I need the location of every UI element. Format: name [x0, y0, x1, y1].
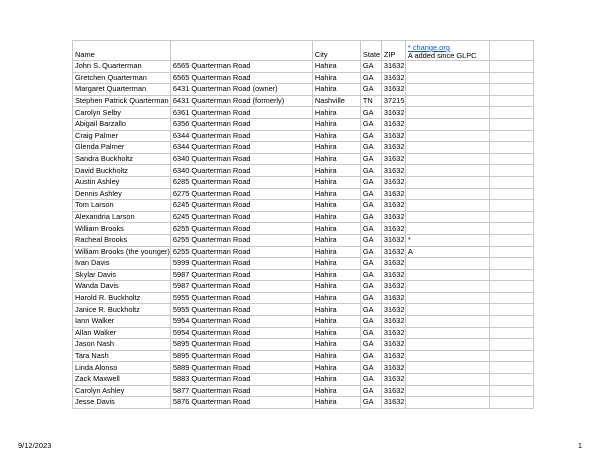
- cell-zip: 31632: [381, 258, 405, 270]
- cell-address: 5954 Quarterman Road: [170, 327, 312, 339]
- cell-name: Ivan Davis: [73, 258, 171, 270]
- cell-zip: 31632: [381, 211, 405, 223]
- cell-mark: [405, 200, 489, 212]
- cell-address: 5955 Quarterman Road: [170, 304, 312, 316]
- header-blank: [489, 41, 533, 61]
- cell-address: 6340 Quarterman Road: [170, 153, 312, 165]
- cell-city: Hahira: [312, 269, 360, 281]
- cell-city: Hahira: [312, 397, 360, 409]
- header-address: [170, 41, 312, 61]
- cell-mark: [405, 188, 489, 200]
- cell-city: Nashville: [312, 95, 360, 107]
- cell-state: GA: [360, 200, 381, 212]
- cell-address: 6275 Quarterman Road: [170, 188, 312, 200]
- cell-name: Jesse Davis: [73, 397, 171, 409]
- table-row: [73, 118, 534, 130]
- cell-zip: 31632: [381, 246, 405, 258]
- signature-table: [72, 40, 534, 409]
- cell-address: 6361 Quarterman Road: [170, 107, 312, 119]
- cell-blank: [489, 258, 533, 270]
- cell-blank: [489, 374, 533, 386]
- cell-blank: [489, 304, 533, 316]
- cell-name: Abigail Barzallo: [73, 118, 171, 130]
- table-row: [73, 142, 534, 154]
- table-row: [73, 72, 534, 84]
- cell-state: TN: [360, 95, 381, 107]
- cell-zip: 31632: [381, 362, 405, 374]
- cell-zip: 31632: [381, 327, 405, 339]
- cell-state: GA: [360, 374, 381, 386]
- cell-address: 5889 Quarterman Road: [170, 362, 312, 374]
- cell-blank: [489, 339, 533, 351]
- cell-mark: [405, 223, 489, 235]
- cell-name: Harold R. Buckholtz: [73, 292, 171, 304]
- cell-city: Hahira: [312, 61, 360, 73]
- cell-zip: 31632: [381, 269, 405, 281]
- cell-city: Hahira: [312, 200, 360, 212]
- cell-city: Hahira: [312, 165, 360, 177]
- cell-address: 5877 Quarterman Road: [170, 385, 312, 397]
- cell-city: Hahira: [312, 176, 360, 188]
- cell-zip: 31632: [381, 304, 405, 316]
- cell-blank: [489, 281, 533, 293]
- cell-mark: [405, 292, 489, 304]
- cell-mark: [405, 281, 489, 293]
- header-note: [405, 41, 489, 61]
- cell-name: William Brooks (the younger): [73, 246, 171, 258]
- header-row: [73, 41, 534, 61]
- cell-address: 5954 Quarterman Road: [170, 316, 312, 328]
- cell-address: 5999 Quarterman Road: [170, 258, 312, 270]
- cell-address: 6344 Quarterman Road: [170, 130, 312, 142]
- cell-blank: [489, 316, 533, 328]
- cell-name: Gretchen Quarterman: [73, 72, 171, 84]
- cell-name: Austin Ashley: [73, 176, 171, 188]
- cell-address: 5895 Quarterman Road: [170, 339, 312, 351]
- table-row: [73, 292, 534, 304]
- cell-city: Hahira: [312, 211, 360, 223]
- cell-name: Carolyn Ashley: [73, 385, 171, 397]
- cell-mark: [405, 339, 489, 351]
- cell-mark: [405, 130, 489, 142]
- print-date: 9/12/2023: [18, 441, 52, 450]
- cell-state: GA: [360, 304, 381, 316]
- cell-zip: 31632: [381, 200, 405, 212]
- table-row: [73, 281, 534, 293]
- cell-state: GA: [360, 107, 381, 119]
- cell-zip: 31632: [381, 130, 405, 142]
- cell-zip: 31632: [381, 165, 405, 177]
- cell-city: Hahira: [312, 84, 360, 96]
- cell-mark: [405, 350, 489, 362]
- change-org-link[interactable]: * change.org: [407, 43, 450, 52]
- cell-state: GA: [360, 292, 381, 304]
- cell-name: Tom Larson: [73, 200, 171, 212]
- cell-blank: [489, 269, 533, 281]
- table-row: [73, 107, 534, 119]
- cell-state: GA: [360, 188, 381, 200]
- cell-zip: 31632: [381, 107, 405, 119]
- cell-name: Margaret Quarterman: [73, 84, 171, 96]
- cell-city: Hahira: [312, 327, 360, 339]
- cell-zip: 31632: [381, 223, 405, 235]
- cell-zip: 31632: [381, 153, 405, 165]
- cell-address: 6431 Quarterman Road (owner): [170, 84, 312, 96]
- cell-address: 6565 Quarterman Road: [170, 72, 312, 84]
- cell-blank: [489, 61, 533, 73]
- cell-name: Skylar Davis: [73, 269, 171, 281]
- cell-name: David Buckholtz: [73, 165, 171, 177]
- table-row: [73, 316, 534, 328]
- cell-state: GA: [360, 153, 381, 165]
- cell-state: GA: [360, 142, 381, 154]
- cell-city: Hahira: [312, 292, 360, 304]
- cell-zip: 31632: [381, 292, 405, 304]
- table-row: [73, 95, 534, 107]
- cell-mark: [405, 84, 489, 96]
- cell-zip: 31632: [381, 397, 405, 409]
- header-name: Name: [73, 41, 171, 61]
- cell-state: GA: [360, 165, 381, 177]
- cell-zip: 37215: [381, 95, 405, 107]
- cell-state: GA: [360, 362, 381, 374]
- header-zip: ZIP: [381, 41, 405, 61]
- cell-blank: [489, 84, 533, 96]
- cell-address: 6340 Quarterman Road: [170, 165, 312, 177]
- cell-address: 5987 Quarterman Road: [170, 281, 312, 293]
- cell-zip: 31632: [381, 339, 405, 351]
- cell-zip: 31632: [381, 142, 405, 154]
- cell-state: GA: [360, 327, 381, 339]
- cell-zip: 31632: [381, 316, 405, 328]
- cell-city: Hahira: [312, 304, 360, 316]
- legend-note: A added since GLPC: [407, 51, 477, 60]
- table-row: [73, 188, 534, 200]
- cell-blank: [489, 350, 533, 362]
- cell-name: Jason Nash: [73, 339, 171, 351]
- cell-address: 5876 Quarterman Road: [170, 397, 312, 409]
- cell-mark: [405, 107, 489, 119]
- table-row: [73, 246, 534, 258]
- cell-address: 5955 Quarterman Road: [170, 292, 312, 304]
- cell-name: Wanda Davis: [73, 281, 171, 293]
- cell-address: 6431 Quarterman Road (formerly): [170, 95, 312, 107]
- cell-state: GA: [360, 234, 381, 246]
- cell-address: 6255 Quarterman Road: [170, 234, 312, 246]
- cell-name: Iann Walker: [73, 316, 171, 328]
- cell-state: GA: [360, 211, 381, 223]
- cell-state: GA: [360, 350, 381, 362]
- cell-blank: [489, 72, 533, 84]
- table-row: [73, 153, 534, 165]
- page-number: 1: [577, 441, 582, 450]
- cell-blank: [489, 153, 533, 165]
- cell-address: 6285 Quarterman Road: [170, 176, 312, 188]
- table-row: [73, 211, 534, 223]
- cell-mark: [405, 269, 489, 281]
- cell-mark: [405, 211, 489, 223]
- cell-city: Hahira: [312, 107, 360, 119]
- table-row: [73, 269, 534, 281]
- cell-mark: [405, 304, 489, 316]
- cell-mark: [405, 397, 489, 409]
- cell-zip: 31632: [381, 374, 405, 386]
- cell-address: 6245 Quarterman Road: [170, 200, 312, 212]
- table-row: [73, 397, 534, 409]
- table-row: [73, 61, 534, 73]
- cell-address: 5895 Quarterman Road: [170, 350, 312, 362]
- cell-name: Carolyn Selby: [73, 107, 171, 119]
- table-row: [73, 84, 534, 96]
- cell-mark: [405, 95, 489, 107]
- cell-city: Hahira: [312, 281, 360, 293]
- cell-name: Alexandria Larson: [73, 211, 171, 223]
- cell-mark: [405, 61, 489, 73]
- table-row: [73, 350, 534, 362]
- cell-name: John S. Quarterman: [73, 61, 171, 73]
- cell-address: 6344 Quarterman Road: [170, 142, 312, 154]
- cell-city: Hahira: [312, 142, 360, 154]
- cell-city: Hahira: [312, 258, 360, 270]
- cell-name: William Brooks: [73, 223, 171, 235]
- cell-city: Hahira: [312, 362, 360, 374]
- cell-state: GA: [360, 339, 381, 351]
- cell-city: Hahira: [312, 316, 360, 328]
- table-row: [73, 234, 534, 246]
- cell-zip: 31632: [381, 84, 405, 96]
- cell-name: Linda Alonso: [73, 362, 171, 374]
- cell-blank: [489, 327, 533, 339]
- cell-city: Hahira: [312, 350, 360, 362]
- table-row: [73, 223, 534, 235]
- cell-blank: [489, 234, 533, 246]
- cell-name: Allan Walker: [73, 327, 171, 339]
- cell-name: Craig Palmer: [73, 130, 171, 142]
- cell-blank: [489, 292, 533, 304]
- table-row: [73, 327, 534, 339]
- header-state: State: [360, 41, 381, 61]
- cell-name: Janice R. Buckholtz: [73, 304, 171, 316]
- header-city: City: [312, 41, 360, 61]
- table-row: [73, 258, 534, 270]
- cell-zip: 31632: [381, 176, 405, 188]
- cell-zip: 31632: [381, 234, 405, 246]
- cell-blank: [489, 246, 533, 258]
- cell-blank: [489, 130, 533, 142]
- cell-mark: [405, 362, 489, 374]
- cell-city: Hahira: [312, 374, 360, 386]
- cell-zip: 31632: [381, 281, 405, 293]
- cell-mark: [405, 72, 489, 84]
- cell-state: GA: [360, 84, 381, 96]
- cell-mark: [405, 118, 489, 130]
- cell-zip: 31632: [381, 385, 405, 397]
- cell-state: GA: [360, 258, 381, 270]
- cell-name: Sandra Buckholtz: [73, 153, 171, 165]
- cell-zip: 31632: [381, 118, 405, 130]
- cell-address: 5883 Quarterman Road: [170, 374, 312, 386]
- cell-blank: [489, 223, 533, 235]
- cell-blank: [489, 107, 533, 119]
- cell-state: GA: [360, 316, 381, 328]
- cell-city: Hahira: [312, 339, 360, 351]
- table-row: [73, 385, 534, 397]
- cell-mark: [405, 165, 489, 177]
- cell-mark: A: [405, 246, 489, 258]
- cell-name: Glenda Palmer: [73, 142, 171, 154]
- cell-address: 6356 Quarterman Road: [170, 118, 312, 130]
- cell-state: GA: [360, 269, 381, 281]
- spreadsheet: [72, 40, 534, 409]
- cell-address: 5987 Quarterman Road: [170, 269, 312, 281]
- cell-name: Stephen Patrick Quarterman: [73, 95, 171, 107]
- cell-name: Dennis Ashley: [73, 188, 171, 200]
- cell-mark: *: [405, 234, 489, 246]
- cell-city: Hahira: [312, 223, 360, 235]
- cell-address: 6565 Quarterman Road: [170, 61, 312, 73]
- cell-state: GA: [360, 281, 381, 293]
- cell-zip: 31632: [381, 72, 405, 84]
- cell-city: Hahira: [312, 385, 360, 397]
- cell-state: GA: [360, 223, 381, 235]
- cell-city: Hahira: [312, 130, 360, 142]
- cell-address: 6255 Quarterman Road: [170, 223, 312, 235]
- cell-mark: [405, 153, 489, 165]
- table-row: [73, 339, 534, 351]
- cell-blank: [489, 118, 533, 130]
- cell-city: Hahira: [312, 153, 360, 165]
- cell-blank: [489, 397, 533, 409]
- table-row: [73, 130, 534, 142]
- cell-mark: [405, 327, 489, 339]
- table-row: [73, 200, 534, 212]
- cell-state: GA: [360, 176, 381, 188]
- cell-state: GA: [360, 397, 381, 409]
- cell-state: GA: [360, 246, 381, 258]
- cell-city: Hahira: [312, 246, 360, 258]
- cell-state: GA: [360, 72, 381, 84]
- cell-city: Hahira: [312, 72, 360, 84]
- table-row: [73, 165, 534, 177]
- cell-address: 6245 Quarterman Road: [170, 211, 312, 223]
- cell-state: GA: [360, 61, 381, 73]
- cell-blank: [489, 211, 533, 223]
- cell-city: Hahira: [312, 234, 360, 246]
- cell-state: GA: [360, 118, 381, 130]
- cell-blank: [489, 385, 533, 397]
- cell-mark: [405, 176, 489, 188]
- cell-blank: [489, 142, 533, 154]
- cell-mark: [405, 258, 489, 270]
- cell-zip: 31632: [381, 350, 405, 362]
- cell-mark: [405, 374, 489, 386]
- cell-state: GA: [360, 130, 381, 142]
- cell-name: Racheal Brooks: [73, 234, 171, 246]
- cell-state: GA: [360, 385, 381, 397]
- cell-blank: [489, 165, 533, 177]
- cell-name: Zack Maxwell: [73, 374, 171, 386]
- cell-mark: [405, 316, 489, 328]
- cell-blank: [489, 176, 533, 188]
- table-row: [73, 176, 534, 188]
- cell-mark: [405, 142, 489, 154]
- cell-zip: 31632: [381, 188, 405, 200]
- cell-blank: [489, 188, 533, 200]
- cell-city: Hahira: [312, 188, 360, 200]
- cell-zip: 31632: [381, 61, 405, 73]
- cell-blank: [489, 95, 533, 107]
- cell-city: Hahira: [312, 118, 360, 130]
- cell-name: Tara Nash: [73, 350, 171, 362]
- cell-address: 6255 Quarterman Road: [170, 246, 312, 258]
- table-row: [73, 374, 534, 386]
- table-row: [73, 362, 534, 374]
- cell-blank: [489, 362, 533, 374]
- table-row: [73, 304, 534, 316]
- cell-mark: [405, 385, 489, 397]
- cell-blank: [489, 200, 533, 212]
